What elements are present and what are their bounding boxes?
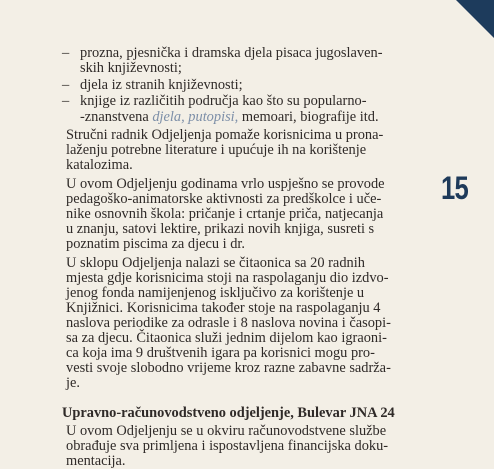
paragraph-line: laženju potrebne literature i upućuje ih na korištenje xyxy=(66,142,367,158)
paragraph-line: mentacija. xyxy=(66,453,126,469)
paragraph-line: pedagoško-animatorske aktivnosti za predškolce i uče- xyxy=(66,191,382,207)
paragraph-line: Stručni radnik Odjeljenja pomaže korisnicima u prona- xyxy=(66,127,384,143)
list-item-line: prozna, pjesnička i dramska djela pisaca jugoslaven- xyxy=(80,45,383,61)
list-dash: – xyxy=(62,45,70,61)
paragraph-line: Knjižnici. Korisnicima također stoje na raspolaganju 4 xyxy=(66,300,381,316)
page-number: 15 xyxy=(441,170,468,206)
paragraph-line: katalozima. xyxy=(66,157,133,173)
corner-tab xyxy=(456,0,494,38)
paragraph-line: jenog fonda namijenjenog isključivo za korištenje u xyxy=(66,285,365,301)
paragraph-line: ca koja ima 9 društvenih igara pa korisnici mogu pro- xyxy=(66,345,375,361)
paragraph-line: je. xyxy=(66,375,80,391)
paragraph-line: sa za djecu. Čitaonica služi jednim dijelom kao igraoni- xyxy=(66,330,387,346)
list-item-line: -znanstvena djela, putopisi, memoari, biografije itd. xyxy=(80,109,379,125)
list-item-line: skih književnosti; xyxy=(80,60,182,76)
paragraph-line: u znanju, satovi lektire, prikazi novih knjiga, susreti s xyxy=(66,221,375,237)
paragraph-line: U ovom Odjeljenju se u okviru računovodstvene službe xyxy=(66,423,387,439)
section-heading: Upravno-računovodstveno odjeljenje, Bulevar JNA 24 xyxy=(62,405,395,421)
list-dash: – xyxy=(62,77,70,93)
paragraph-line: U sklopu Odjeljenja nalazi se čitaonica sa 20 radnih xyxy=(66,255,365,271)
list-item-line: djela iz stranih književnosti; xyxy=(80,77,243,93)
paragraph-line: poznatim piscima za djecu i dr. xyxy=(66,236,246,252)
paragraph-line: U ovom Odjeljenju godinama vrlo uspješno se provode xyxy=(66,176,385,192)
list-item-line: knjige iz različitih područja kao što su popularno- xyxy=(80,93,367,109)
list-dash: – xyxy=(62,93,70,109)
paragraph-line: mjesta gdje korisnicima stoji na raspolaganju dio izdvo- xyxy=(66,270,389,286)
paragraph-line: nike osnovnih škola: pričanje i crtanje priča, natjecanja xyxy=(66,206,384,222)
paragraph-line: obrađuje sva primljena i ispostavljena financijska doku- xyxy=(66,438,389,454)
paragraph-line: naslova periodike za odrasle i 8 naslova novina i časopi- xyxy=(66,315,391,331)
paragraph-line: vesti svoje slobodno vrijeme kroz razne zabavne sadrža- xyxy=(66,360,391,376)
